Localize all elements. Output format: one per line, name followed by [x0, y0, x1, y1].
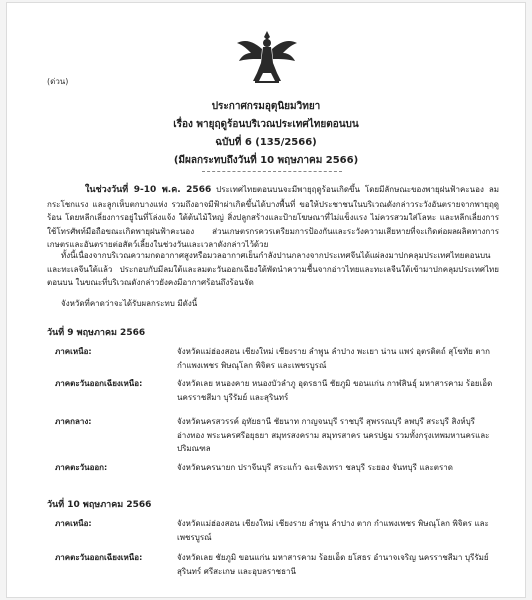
day-heading: วันที่ 9 พฤษภาคม 2566: [47, 328, 146, 338]
region-provinces: จังหวัดนครนายก ปราจีนบุรี สระแก้ว ฉะเชิงเทรา ชลบุรี ระยอง จันทบุรี และตราด: [177, 463, 453, 472]
urgency-label: (ด่วน): [47, 77, 69, 86]
region-provinces: จังหวัดเลย หนองคาย หนองบัวลำภู อุดรธานี ชัยภูมิ ขอนแก่น กาฬสินธุ์ มหาสารคาม ร้อยเอ็ด นครราชสีมา บุรีรัมย์ และสุรินทร์: [177, 379, 493, 402]
region-label: ภาคเหนือ:: [55, 347, 92, 356]
region-provinces: จังหวัดนครสวรรค์ อุทัยธานี ชัยนาท กาญจนบุรี ราชบุรี สุพรรณบุรี ลพบุรี สระบุรี สิงห์บุรี อ่างทอง พระนครศรีอยุธยา สมุทรสงคราม สมุทรสาคร นครปฐม รวมทั้งกรุงเทพมหานครและปริมณฑล: [177, 417, 490, 453]
region-label: ภาคตะวันออก:: [55, 463, 108, 472]
paragraph-cause: ทั้งนี้เนื่องจากบริเวณความกดอากาศสูงหรือมวลอากาศเย็นกำลังปานกลางจากประเทศจีนได้แผ่ลงมาปกคลุมประเทศไทยตอนบนและทะเลจีนใต้แล้ว ประกอบกับมีลมใต้และลมตะวันออกเฉียงใต้พัดนำความชื้นจากอ่าวไทยและทะเลจีนใต้เข้ามาปกคลุมประเทศไทยตอนบน ในขณะที่บริเวณดังกล่าวยังคงมีอากาศร้อนถึงร้อนจัด: [47, 251, 499, 287]
region-label: ภาคตะวันออกเฉียงเหนือ:: [55, 553, 143, 562]
announcement-effective-date: (มีผลกระทบถึงวันที่ 10 พฤษภาคม 2566): [173, 155, 359, 166]
announcement-subject: เรื่อง พายุฤดูร้อนบริเวณประเทศไทยตอนบน: [173, 119, 359, 130]
region-provinces: จังหวัดแม่ฮ่องสอน เชียงใหม่ เชียงราย ลำพูน ลำปาง ตาก กำแพงเพชร พิษณุโลก พิจิตร และเพชรบูรณ์: [177, 519, 489, 542]
announcement-title: ประกาศกรมอุตุนิยมวิทยา: [211, 101, 321, 112]
divider: [202, 171, 342, 172]
region-label: ภาคเหนือ:: [55, 519, 92, 528]
paragraph-warning-text: ประเทศไทยตอนบนจะมีพายุฤดูร้อนเกิดขึ้น โดยมีลักษณะของพายุฝนฟ้าคะนอง ลมกระโชกแรง และลูกเห็บตกบางแห่ง รวมถึงอาจมีฟ้าผ่าเกิดขึ้นได้บางพื้นที่ ขอให้ประชาชนในบริเวณดังกล่าวระวังอันตรายจากพายุฤดูร้อน โดยหลีกเลี่ยงการอยู่ในที่โล่งแจ้ง ใต้ต้นไม้ใหญ่ สิ่งปลูกสร้างและป้ายโฆษณาที่ไม่แข็งแรง ไม่ควรสวมใส่โลหะ และหลีกเลี่ยงการใช้โทรศัพท์มือถือขณะเกิดพายุฝนฟ้าคะนอง ส่วนเกษตรกรควรเตรียมการป้องกันและระวังความเสียหายที่จะเกิดต่อผลผลิตทางการเกษตรและอันตรายต่อสัตว์เลี้ยงในช่วงวันและเวลาดังกล่าวไว้ด้วย: [47, 185, 499, 249]
region-label: ภาคกลาง:: [55, 417, 92, 426]
paragraph-warning-lead: ในช่วงวันที่ 9-10 พ.ค. 2566: [85, 185, 212, 195]
garuda-emblem-icon: [235, 29, 299, 85]
region-provinces: จังหวัดแม่ฮ่องสอน เชียงใหม่ เชียงราย ลำพูน ลำปาง พะเยา น่าน แพร่ อุตรดิตถ์ สุโขทัย ตาก กำแพงเพชร พิษณุโลก พิจิตร และเพชรบูรณ์: [177, 347, 490, 370]
announcement-issue: ฉบับที่ 6 (135/2566): [215, 137, 317, 148]
day-heading: วันที่ 10 พฤษภาคม 2566: [47, 500, 152, 510]
document-page: [6, 2, 526, 598]
paragraph-affected-intro: จังหวัดที่คาดว่าจะได้รับผลกระทบ มีดังนี้: [61, 299, 198, 308]
region-provinces: จังหวัดเลย ชัยภูมิ ขอนแก่น มหาสารคาม ร้อยเอ็ด ยโสธร อำนาจเจริญ นครราชสีมา บุรีรัมย์ สุรินทร์ ศรีสะเกษ และอุบลราชธานี: [177, 553, 489, 576]
paragraph-warning: [47, 183, 499, 252]
region-label: ภาคตะวันออกเฉียงเหนือ:: [55, 379, 143, 388]
